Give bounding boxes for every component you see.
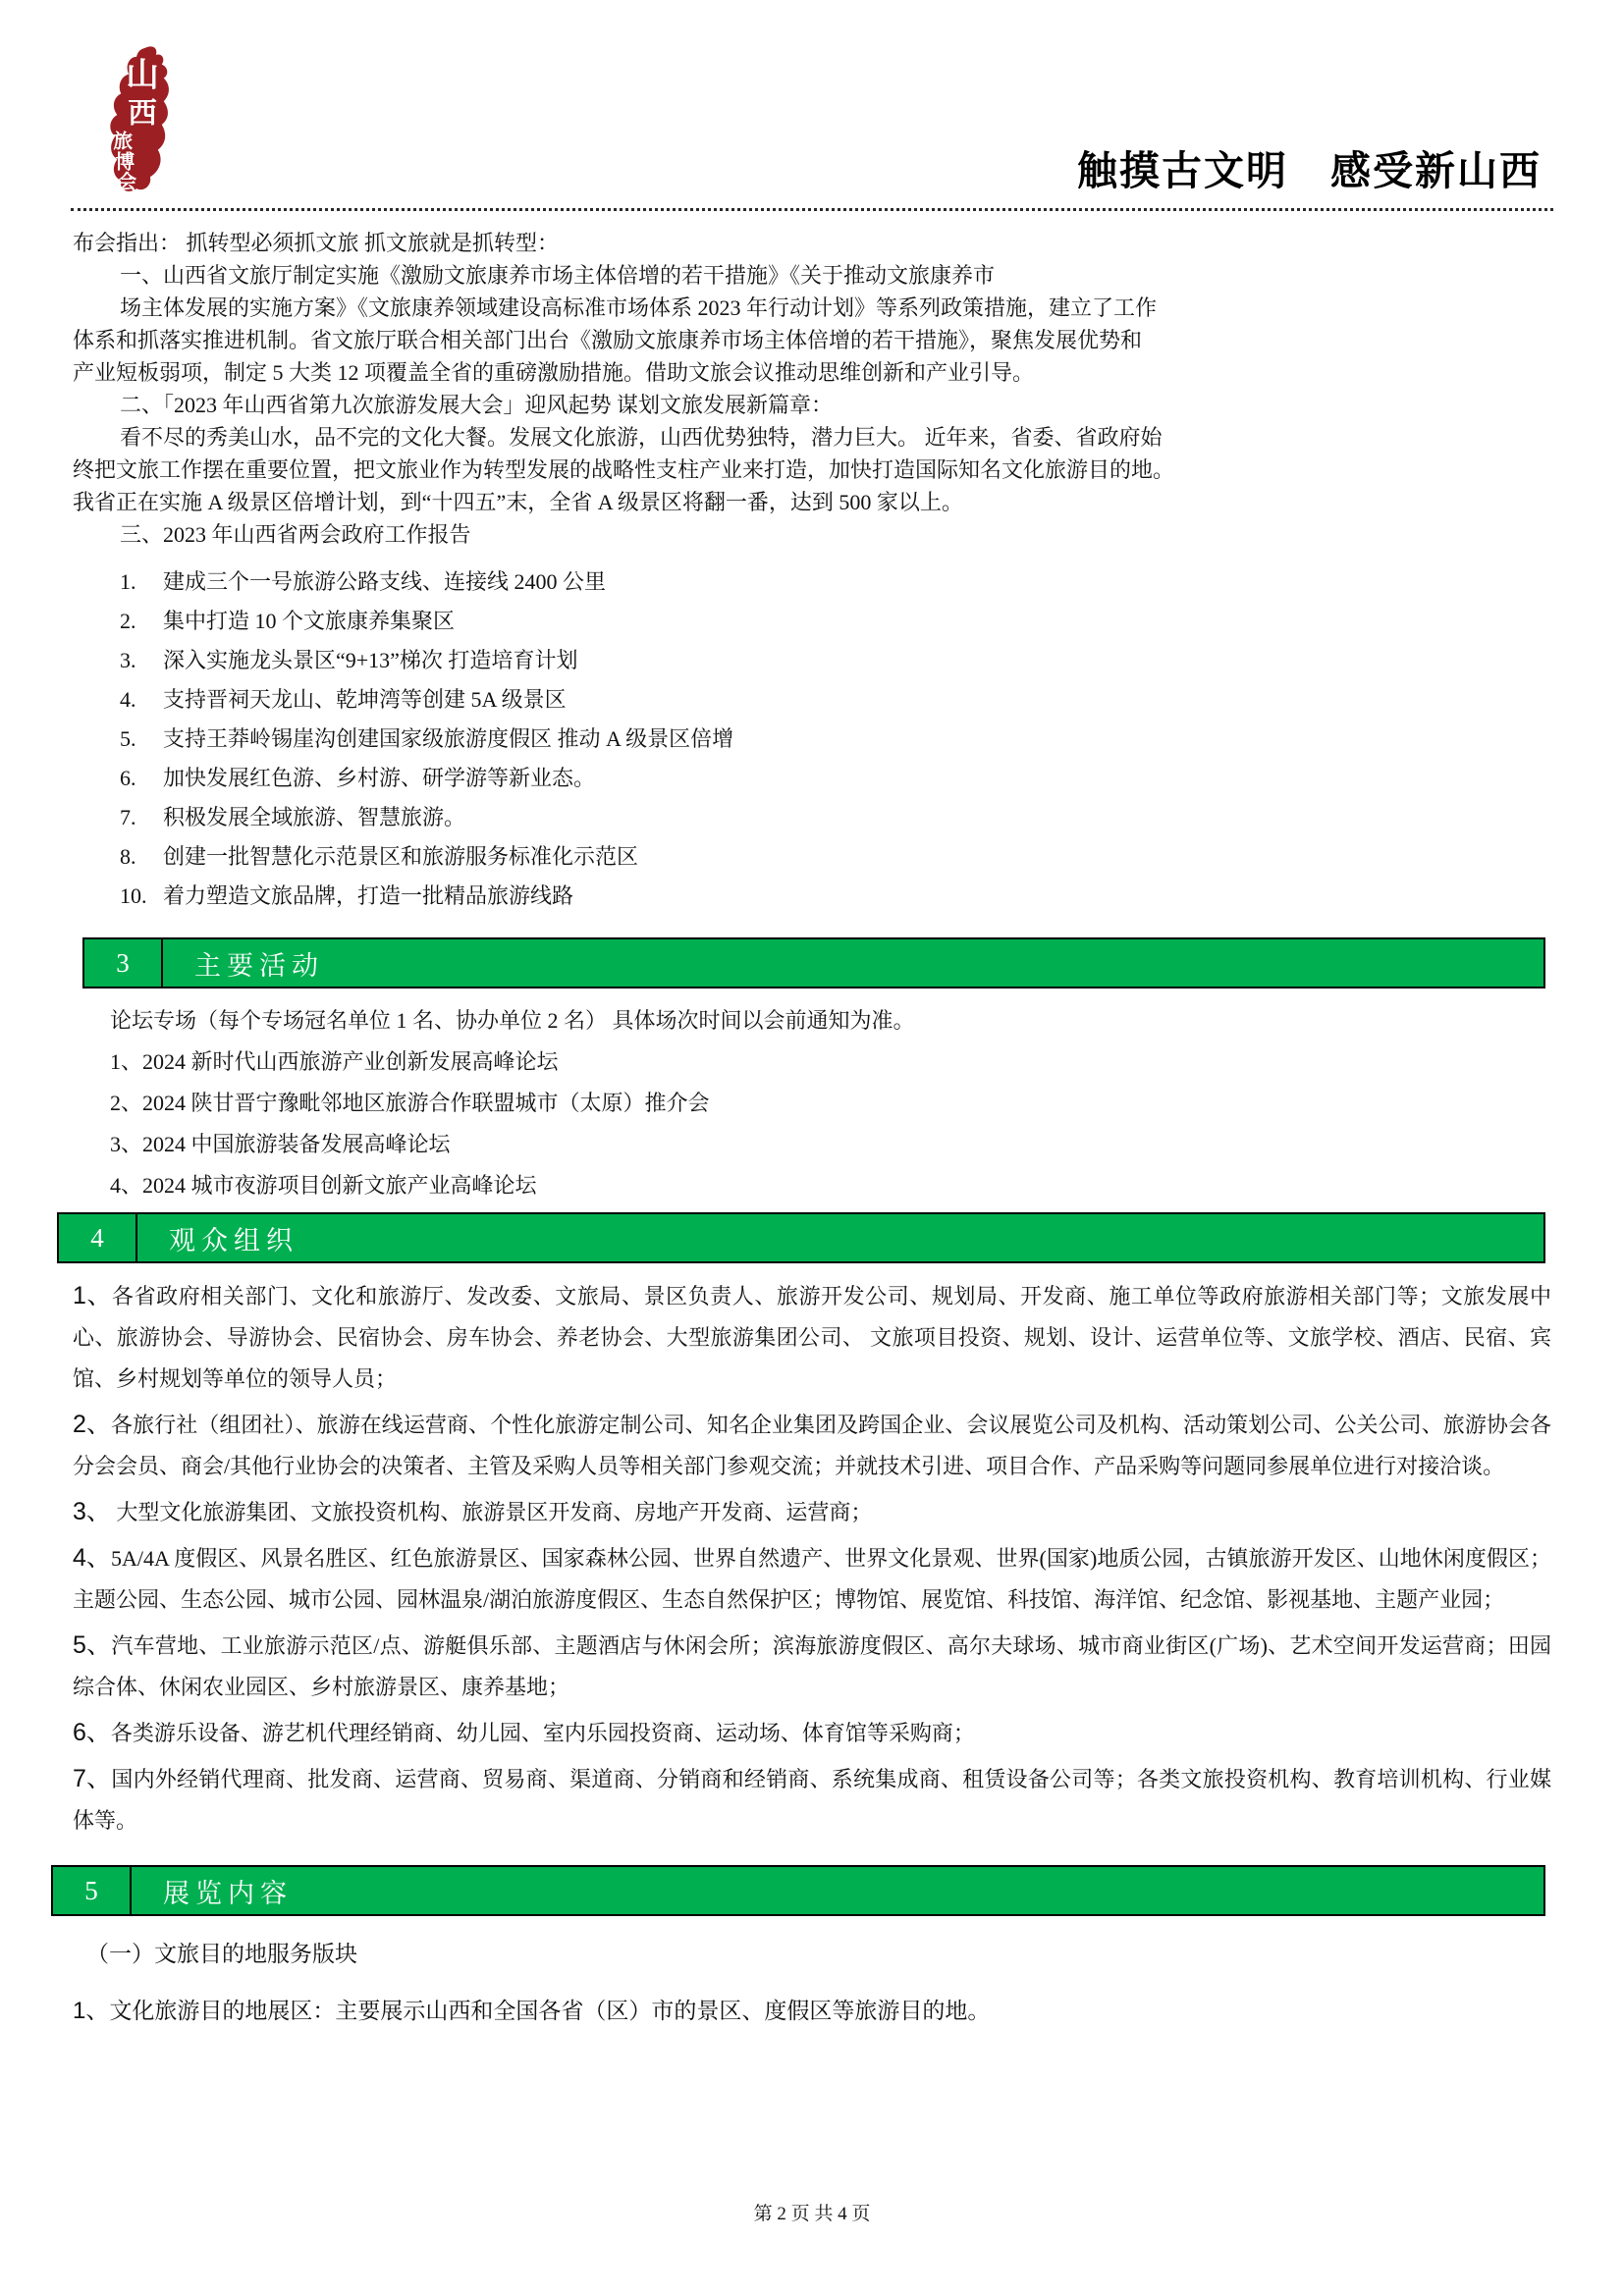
logo-mark-shan: 山 (126, 57, 159, 94)
forum-item: 4、2024 城市夜游项目创新文旅产业高峰论坛 (110, 1173, 537, 1198)
item-number: 10. (120, 883, 147, 908)
report-item (73, 720, 1551, 759)
report-item (73, 562, 1551, 602)
section-number: 4 (59, 1214, 137, 1261)
section-number: 3 (84, 939, 163, 987)
item-text: 建成三个一号旅游公路支线、连接线 2400 公里 (163, 569, 607, 594)
shanxi-expo-logo-icon (93, 43, 191, 198)
item-text: 积极发展全域旅游、智慧旅游。 (163, 805, 466, 829)
item-text: 支持晋祠天龙山、乾坤湾等创建 5A 级景区 (163, 687, 567, 712)
paragraph-text: 5A/4A 度假区、风景名胜区、红色旅游景区、国家森林公园、世界自然遗产、世界文化景观、世界(国家)地质公园，古镇旅游开发区、山地休闲度假区；主题公园、生态公园、城市公园、园林温泉/湖泊旅游度假区、生态自然保护区；博物馆、展览馆、科技馆、海洋馆、纪念馆、影视基地、主题产业园； (73, 1546, 1551, 1612)
section-header-activities (82, 937, 1545, 988)
report-item (73, 602, 1551, 641)
item-number: 8. (120, 844, 136, 869)
item-text: 着力塑造文旅品牌，打造一批精品旅游线路 (163, 883, 574, 908)
report-item (73, 877, 1551, 916)
section-header-audience (57, 1212, 1545, 1263)
item-number: 6. (120, 766, 136, 790)
audience-paragraph (73, 1275, 1551, 1400)
item-text: 集中打造 10 个文旅康养集聚区 (163, 609, 456, 633)
paragraph-number: 5、 (73, 1631, 112, 1659)
audience-paragraph (73, 1712, 1551, 1754)
report-item (73, 680, 1551, 720)
report-item (73, 837, 1551, 877)
paragraph-text: 国内外经销代理商、批发商、运营商、贸易商、渠道商、分销商和经销商、系统集成商、租赁设备公司等；各类文旅投资机构、教育培训机构、行业媒体等。 (73, 1767, 1551, 1833)
page-header (0, 0, 1624, 208)
paragraph-number: 3、 (73, 1498, 111, 1525)
paragraph-text: 各省政府相关部门、文化和旅游厅、发改委、文旅局、景区负责人、旅游开发公司、规划局、开发商、施工单位等政府旅游相关部门等；文旅发展中心、旅游协会、导游协会、民宿协会、房车协会、养老协会、大型旅游集团公司、 文旅项目投资、规划、设计、运营单位等、文旅学校、酒店、民宿、宾馆、乡村规划等单位的领导人员； (73, 1284, 1551, 1391)
item-text: 深入实施龙头景区“9+13”梯次 打造培育计划 (163, 648, 578, 672)
exhibit-item (73, 1991, 1551, 2032)
header-slogan: 触摸古文明 感受新山西 (1077, 148, 1542, 193)
intro-line: 终把文旅工作摆在重要位置，把文旅业作为转型发展的战略性支柱产业来打造，加快打造国际知名文化旅游目的地。 (73, 457, 1175, 482)
item-text: 文化旅游目的地展区：主要展示山西和全国各省（区）市的景区、度假区等旅游目的地。 (109, 1999, 991, 2023)
forum-intro: 论坛专场（每个专场冠名单位 1 名、协办单位 2 名） 具体场次时间以会前通知为准。 (110, 1008, 915, 1033)
audience-paragraph (73, 1491, 1551, 1533)
item-number: 4. (120, 687, 136, 712)
logo-char-lv: 旅 (113, 131, 134, 153)
gov-report-list (73, 562, 1551, 916)
forum-item: 2、2024 陕甘晋宁豫毗邻地区旅游合作联盟城市（太原）推介会 (110, 1091, 710, 1115)
paragraph-number: 1、 (73, 1282, 113, 1309)
report-item (73, 641, 1551, 680)
section-header-exhibits (51, 1865, 1545, 1916)
logo-mark-xi: 西 (128, 96, 157, 130)
intro-line: 二、「2023 年山西省第九次旅游发展大会」迎风起势 谋划文旅发展新篇章： (120, 393, 834, 417)
exhibits-block (73, 1934, 1551, 2032)
audience-block (73, 1275, 1551, 1842)
item-number: 3. (120, 648, 136, 672)
item-number: 5. (120, 726, 136, 751)
paragraph-number: 6、 (73, 1719, 111, 1746)
report-item (73, 798, 1551, 837)
logo-char-hui: 会 (117, 172, 137, 194)
section-title: 主要活动 (194, 950, 324, 981)
exhibits-subheading: （一）文旅目的地服务版块 (86, 1942, 357, 1966)
intro-line: 场主体发展的实施方案》《文旅康养领域建设高标准市场体系 2023 年行动计划》等系列政策措施，建立了工作 (120, 295, 1158, 320)
intro-line: 体系和抓落实推进机制。省文旅厅联合相关部门出台《激励文旅康养市场主体倍增的若干措施》，聚焦发展优势和 (73, 328, 1143, 352)
paragraph-number: 2、 (73, 1411, 112, 1438)
section-title: 展览内容 (163, 1878, 293, 1908)
audience-paragraph (73, 1758, 1551, 1842)
paragraph-text: 各类游乐设备、游艺机代理经销商、幼儿园、室内乐园投资商、运动场、体育馆等采购商； (110, 1721, 975, 1745)
paragraph-text: 各旅行社（组团社）、旅游在线运营商、个性化旅游定制公司、知名企业集团及跨国企业、会议展览公司及机构、活动策划公司、公关公司、旅游协会各分会会员、商会/其他行业协会的决策者、主管及采购人员等相关部门参观交流；并就技术引进、项目合作、产品采购等问题同参展单位进行对接洽谈。 (73, 1413, 1551, 1478)
item-number: 2. (120, 609, 136, 633)
report-item (73, 759, 1551, 798)
intro-line: 看不尽的秀美山水，品不完的文化大餐。发展文化旅游，山西优势独特，潜力巨大。 近年来，省委、省政府始 (120, 425, 1163, 450)
forum-item: 3、2024 中国旅游装备发展高峰论坛 (110, 1132, 451, 1156)
paragraph-number: 4、 (73, 1544, 111, 1572)
page-footer: 第 2 页 共 4 页 (753, 2204, 871, 2224)
audience-paragraph (73, 1625, 1551, 1708)
item-number: 1. (120, 569, 136, 594)
intro-line: 我省正在实施 A 级景区倍增计划，到“十四五”末，全省 A 级景区将翻一番，达到 500 家以上。 (73, 490, 963, 514)
item-number: 7. (120, 805, 136, 829)
audience-paragraph (73, 1537, 1551, 1621)
audience-paragraph (73, 1404, 1551, 1487)
header-divider (71, 208, 1553, 211)
paragraph-text: 大型文化旅游集团、文旅投资机构、旅游景区开发商、房地产开发商、运营商； (110, 1500, 873, 1524)
paragraph-text: 汽车营地、工业旅游示范区/点、游艇俱乐部、主题酒店与休闲会所；滨海旅游度假区、高尔夫球场、城市商业街区(广场)、艺术空间开发运营商；田园综合体、休闲农业园区、乡村旅游景区、康养基地； (73, 1633, 1551, 1699)
intro-block (73, 227, 1551, 551)
paragraph-number: 7、 (73, 1765, 112, 1792)
intro-line: 布会指出： 抓转型必须抓文旅 抓文旅就是抓转型： (73, 231, 560, 255)
section-title: 观众组织 (169, 1225, 298, 1255)
section-number: 5 (53, 1867, 132, 1914)
logo-char-bo: 博 (115, 151, 135, 174)
item-number: 1、 (73, 1998, 110, 2024)
intro-line: 产业短板弱项，制定 5 大类 12 项覆盖全省的重磅激励措施。借助文旅会议推动思维创新和产业引导。 (73, 360, 1035, 385)
item-text: 加快发展红色游、乡村游、研学游等新业态。 (163, 766, 596, 790)
item-text: 创建一批智慧化示范景区和旅游服务标准化示范区 (163, 844, 639, 869)
item-text: 支持王莽岭锡崖沟创建国家级旅游度假区 推动 A 级景区倍增 (163, 726, 734, 751)
activities-block (73, 1000, 1551, 1206)
forum-item: 1、2024 新时代山西旅游产业创新发展高峰论坛 (110, 1049, 559, 1074)
intro-line: 一、山西省文旅厅制定实施《激励文旅康养市场主体倍增的若干措施》《关于推动文旅康养市 (120, 263, 996, 288)
intro-line: 三、2023 年山西省两会政府工作报告 (120, 522, 471, 547)
